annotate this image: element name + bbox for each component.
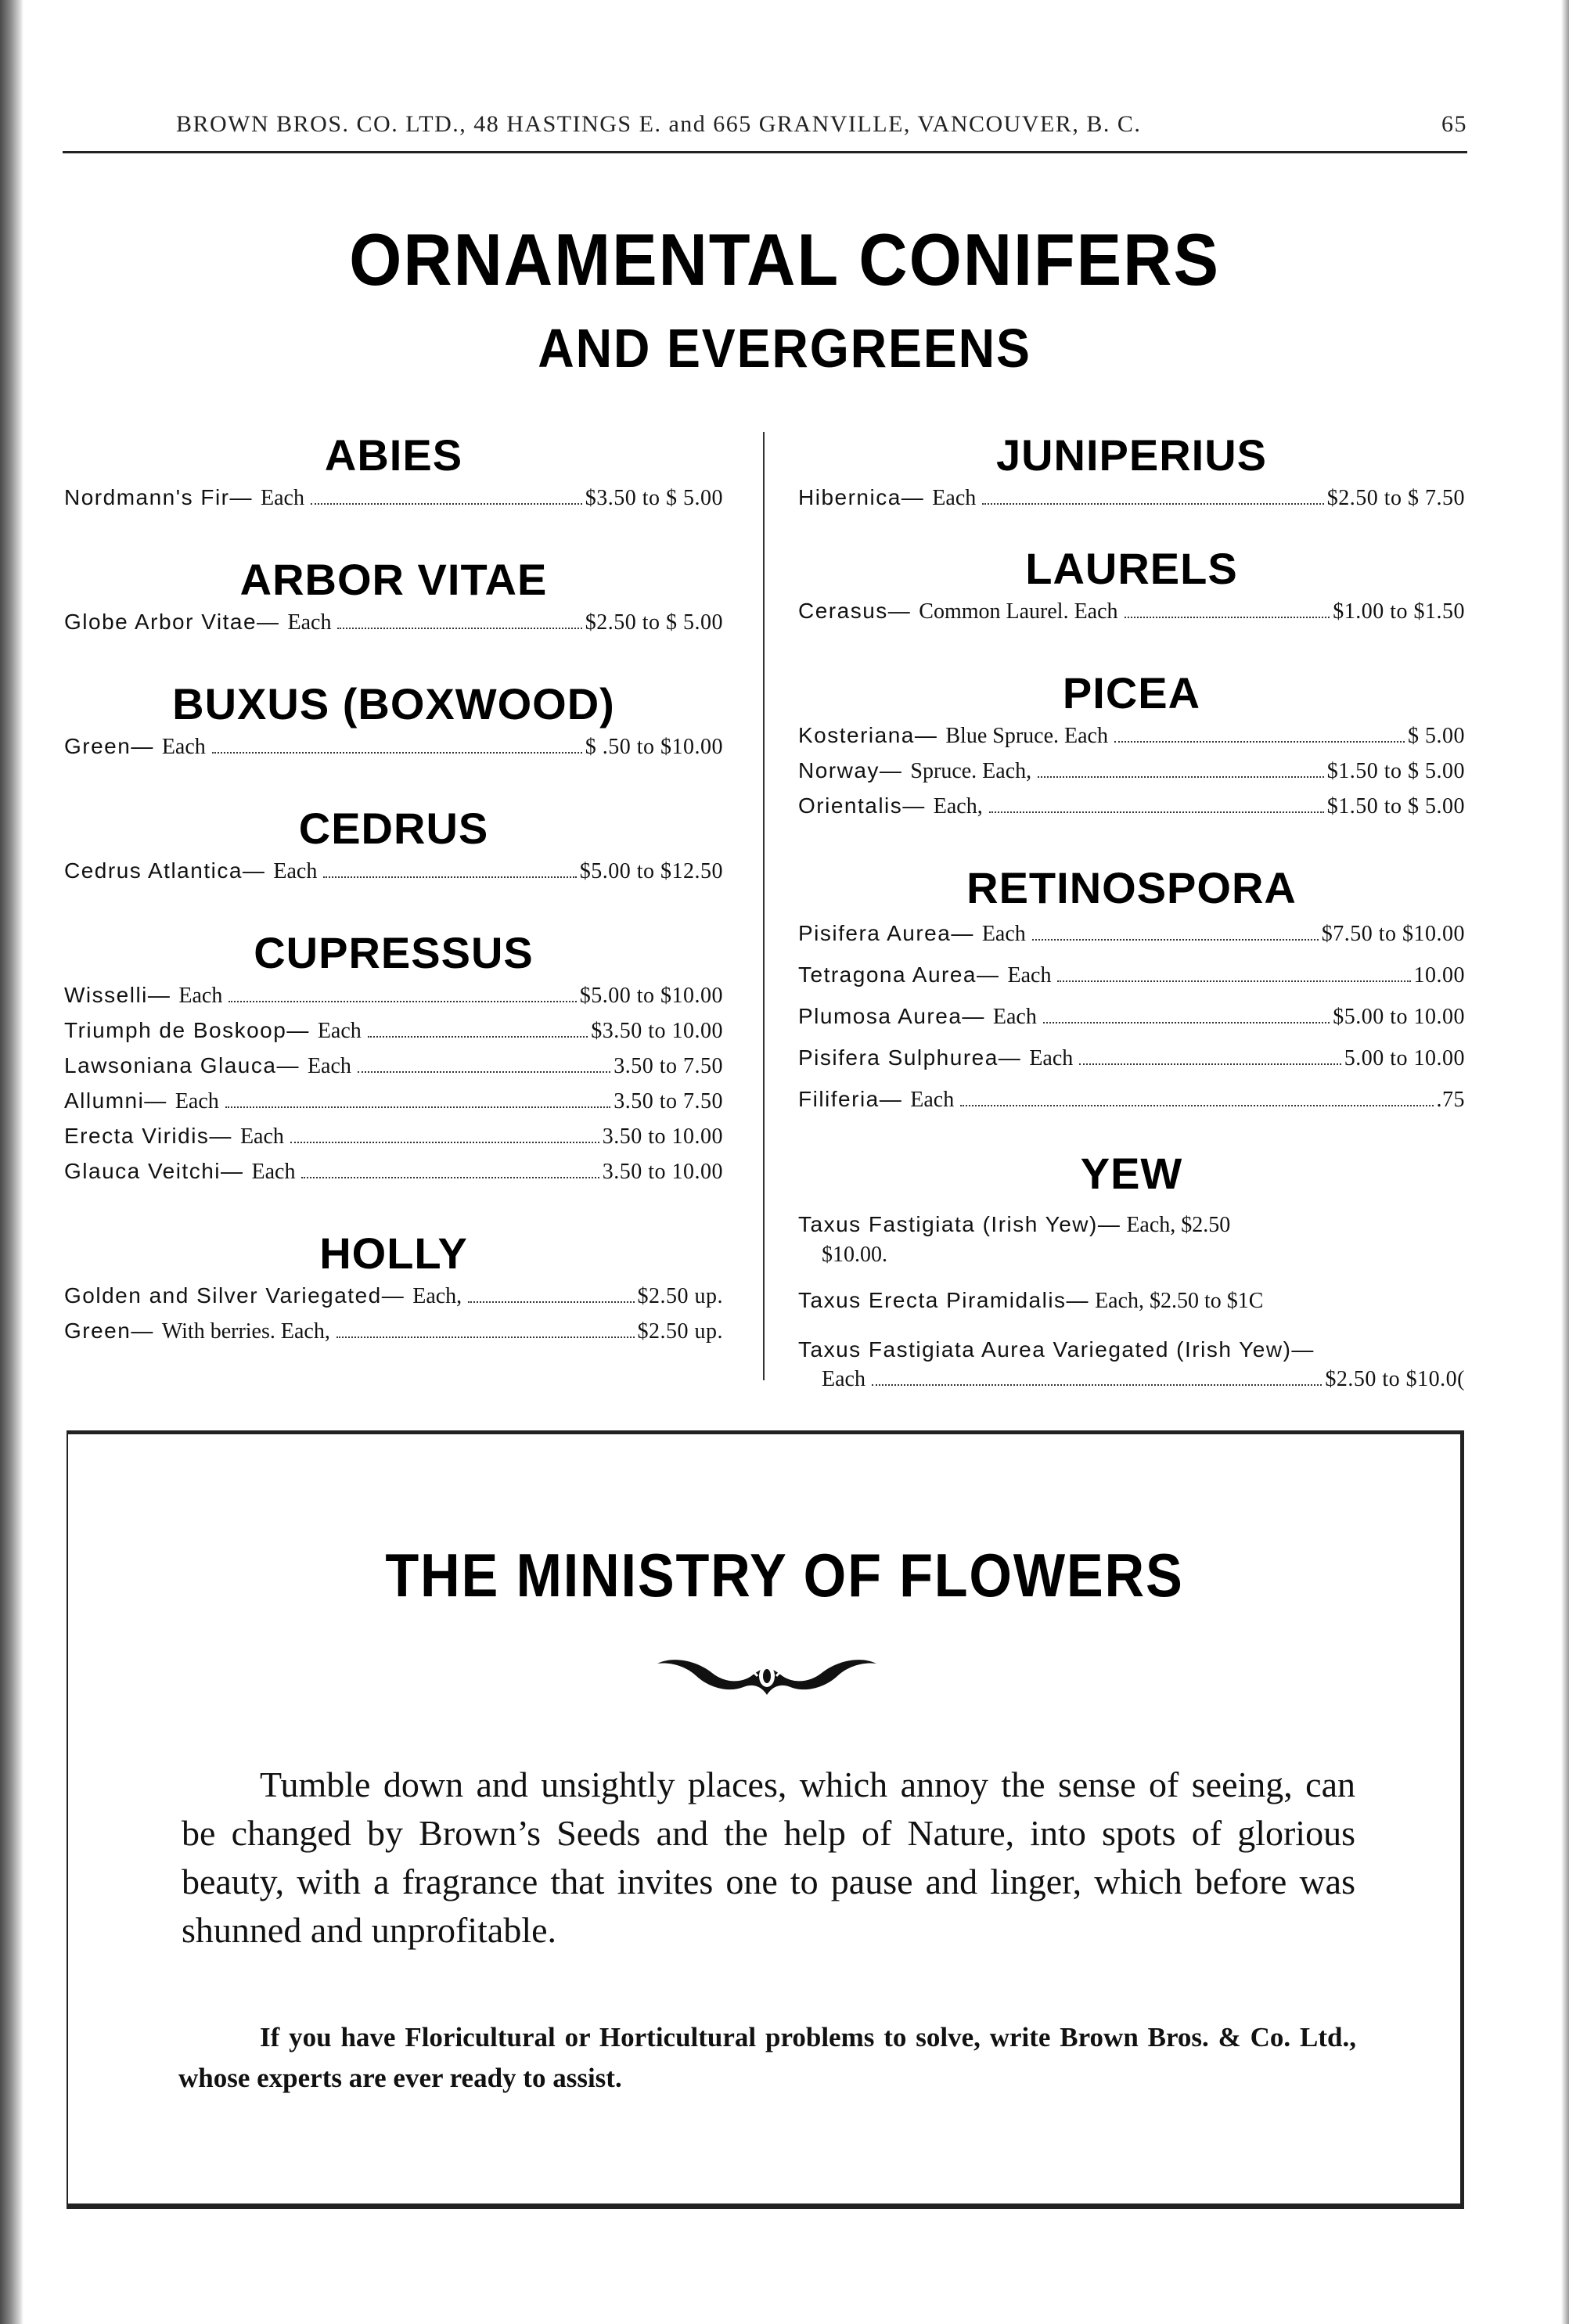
advert-title: THE MINISTRY OF FLOWERS bbox=[385, 1541, 1184, 1610]
item-name: Taxus Fastigiata (Irish Yew)— bbox=[798, 1212, 1121, 1236]
item-price: $2.50 to $10.0( bbox=[1325, 1367, 1465, 1391]
item-name: Wisselli— bbox=[64, 983, 171, 1007]
item-unit: Each bbox=[161, 735, 206, 759]
left-column bbox=[64, 430, 723, 1349]
item-name: Pisifera Sulphurea— bbox=[798, 1045, 1022, 1070]
item-name: Hibernica— bbox=[798, 485, 925, 509]
price-row bbox=[798, 718, 1465, 754]
dot-leader bbox=[337, 628, 581, 629]
price-line bbox=[798, 1365, 1465, 1394]
item-unit: Each bbox=[273, 859, 318, 883]
dot-leader bbox=[960, 1105, 1433, 1106]
price-row bbox=[798, 1038, 1465, 1079]
dot-leader bbox=[982, 503, 1323, 505]
item-price: 3.50 to 10.00 bbox=[602, 1124, 723, 1149]
item-unit: Each bbox=[239, 1124, 284, 1149]
item-unit: Each, $2.50 bbox=[1126, 1213, 1231, 1237]
advert-paragraph: Tumble down and unsightly places, which annoy the sense of seeing, can be changed by Brown’s Seeds and the help of Nature, into spots of glorious beauty, with a fragrance that invites one to pause and linger, which before was shunned and unprofitable. bbox=[182, 1765, 1355, 1950]
page-gutter-shadow bbox=[0, 0, 23, 2324]
column-divider bbox=[763, 432, 765, 1380]
item-name: Filiferia— bbox=[798, 1087, 903, 1111]
price-row bbox=[798, 789, 1465, 824]
dot-leader bbox=[358, 1071, 610, 1073]
item-unit: Each bbox=[932, 486, 977, 510]
dot-leader bbox=[468, 1301, 634, 1303]
item-name: Cerasus— bbox=[798, 599, 912, 623]
item-unit: With berries. Each, bbox=[161, 1319, 330, 1344]
price-row bbox=[798, 480, 1465, 516]
dot-leader bbox=[989, 811, 1324, 813]
dot-leader bbox=[1079, 1063, 1340, 1065]
dot-leader bbox=[1043, 1022, 1330, 1023]
item-unit: Each bbox=[307, 1054, 351, 1078]
item-price: $3.50 to $ 5.00 bbox=[585, 486, 723, 510]
flourish-ornament-icon bbox=[650, 1653, 884, 1696]
item-name: Globe Arbor Vitae— bbox=[64, 610, 280, 634]
item-name: Taxus Erecta Piramidalis— bbox=[798, 1288, 1090, 1312]
item-price: .75 bbox=[1436, 1088, 1465, 1112]
dot-leader bbox=[311, 503, 582, 505]
price-row bbox=[798, 913, 1465, 955]
item-name: Plumosa Aurea— bbox=[798, 1004, 985, 1028]
dot-leader bbox=[290, 1142, 599, 1143]
item-price: $ .50 to $10.00 bbox=[585, 735, 723, 759]
item-price: $2.50 to $ 5.00 bbox=[585, 610, 723, 635]
section-heading-picea: PICEA bbox=[1062, 668, 1201, 718]
dot-leader bbox=[336, 1336, 635, 1338]
section-heading-arbor-vitae: ARBOR VITAE bbox=[239, 555, 548, 604]
item-price: $5.00 to $12.50 bbox=[579, 859, 723, 883]
item-unit: Each bbox=[178, 984, 223, 1008]
item-name: Kosteriana— bbox=[798, 723, 938, 747]
page-subtitle: AND EVERGREENS bbox=[538, 318, 1031, 379]
item-price: $2.50 up. bbox=[637, 1284, 723, 1308]
item-unit: Each bbox=[910, 1088, 955, 1112]
dot-leader bbox=[301, 1177, 599, 1178]
item-price: $ 5.00 bbox=[1408, 724, 1465, 748]
price-row bbox=[798, 1079, 1465, 1121]
item-unit: Each bbox=[1007, 963, 1052, 988]
item-price: 3.50 to 7.50 bbox=[614, 1089, 723, 1113]
item-name: Taxus Fastigiata Aurea Variegated (Irish Yew)— bbox=[798, 1337, 1315, 1362]
item-name: Glauca Veitchi— bbox=[64, 1159, 244, 1183]
section-heading-retinospora: RETINOSPORA bbox=[966, 863, 1297, 912]
price-row bbox=[798, 754, 1465, 789]
header-rule bbox=[63, 151, 1467, 153]
dot-leader bbox=[225, 1106, 610, 1108]
item-unit: Each, bbox=[412, 1284, 462, 1308]
section-heading-cedrus: CEDRUS bbox=[298, 804, 489, 853]
price-row bbox=[64, 605, 723, 640]
item-price: 5.00 to 10.00 bbox=[1344, 1046, 1465, 1070]
page-title: ORNAMENTAL CONIFERS bbox=[349, 218, 1220, 300]
item-price: $1.50 to $ 5.00 bbox=[1326, 794, 1465, 818]
price-row bbox=[64, 1119, 723, 1154]
item-price: $1.00 to $1.50 bbox=[1333, 599, 1465, 624]
item-name: Green— bbox=[64, 1318, 154, 1343]
item-name: Allumni— bbox=[64, 1088, 167, 1113]
advert-note: If you have Floricultural or Horticultural problems to solve, write Brown Bros. & Co. Ltd., whose experts are ever ready to assist. bbox=[178, 2022, 1356, 2093]
item-price: $5.00 to $10.00 bbox=[579, 984, 723, 1008]
section-heading-juniperius: JUNIPERIUS bbox=[995, 430, 1268, 480]
item-name: Tetragona Aurea— bbox=[798, 962, 1000, 987]
item-price: $2.50 up. bbox=[637, 1319, 723, 1344]
dot-leader bbox=[1032, 939, 1319, 941]
item-name: Lawsoniana Glauca— bbox=[64, 1053, 300, 1077]
price-row bbox=[64, 729, 723, 764]
item-unit: Each bbox=[261, 486, 304, 510]
price-row bbox=[64, 1049, 723, 1084]
item-unit: Each bbox=[822, 1367, 865, 1391]
item-price: $2.50 to $ 7.50 bbox=[1326, 486, 1465, 510]
item-name: Orientalis— bbox=[798, 793, 926, 818]
item-price-continuation: $10.00. bbox=[822, 1243, 887, 1267]
dot-leader bbox=[872, 1384, 1322, 1386]
item-unit: Each bbox=[317, 1019, 362, 1043]
dot-leader bbox=[1114, 741, 1405, 743]
price-row bbox=[798, 1286, 1465, 1316]
item-name: Pisifera Aurea— bbox=[798, 921, 974, 945]
price-row bbox=[64, 1314, 723, 1349]
item-price: $7.50 to $10.00 bbox=[1321, 922, 1465, 946]
dot-leader bbox=[229, 1001, 576, 1002]
item-price: $5.00 to 10.00 bbox=[1333, 1005, 1465, 1029]
section-heading-buxus: BUXUS (BOXWOOD) bbox=[172, 679, 615, 728]
price-row bbox=[64, 1279, 723, 1314]
item-unit: Each bbox=[992, 1005, 1037, 1029]
price-row bbox=[64, 854, 723, 889]
price-row bbox=[798, 1335, 1465, 1394]
running-head bbox=[176, 111, 1467, 138]
item-unit: Blue Spruce. Each bbox=[945, 724, 1108, 748]
item-name: Triumph de Boskoop— bbox=[64, 1018, 310, 1042]
price-row bbox=[798, 955, 1465, 996]
section-heading-holly: HOLLY bbox=[319, 1229, 468, 1278]
item-unit: Spruce. Each, bbox=[910, 759, 1032, 783]
dot-leader bbox=[1125, 617, 1330, 618]
item-price: 3.50 to 7.50 bbox=[614, 1054, 723, 1078]
price-row bbox=[64, 1013, 723, 1049]
page-number: 65 bbox=[1441, 111, 1467, 137]
section-heading-yew: YEW bbox=[1080, 1149, 1183, 1198]
price-row bbox=[798, 1210, 1465, 1270]
dot-leader bbox=[1057, 980, 1410, 982]
item-price: $1.50 to $ 5.00 bbox=[1326, 759, 1465, 783]
item-name: Norway— bbox=[798, 758, 903, 782]
price-row bbox=[798, 594, 1465, 629]
dot-leader bbox=[212, 752, 582, 754]
dot-leader bbox=[1038, 776, 1324, 778]
item-name: Green— bbox=[64, 734, 154, 758]
price-row bbox=[64, 480, 723, 516]
right-column bbox=[798, 430, 1465, 1394]
price-row bbox=[64, 1154, 723, 1189]
item-unit: Each bbox=[251, 1160, 296, 1184]
item-price: 10.00 bbox=[1413, 963, 1465, 988]
item-name: Nordmann's Fir— bbox=[64, 485, 254, 509]
item-unit: Each, bbox=[933, 794, 983, 818]
item-unit: Each bbox=[981, 922, 1026, 946]
price-row bbox=[64, 978, 723, 1013]
section-heading-cupressus: CUPRESSUS bbox=[254, 928, 534, 977]
item-unit: Each bbox=[1029, 1046, 1074, 1070]
section-heading-abies: ABIES bbox=[324, 430, 463, 480]
page-edge-shadow bbox=[1561, 0, 1569, 2324]
item-price: $3.50 to 10.00 bbox=[591, 1019, 723, 1043]
item-price: 3.50 to 10.00 bbox=[602, 1160, 723, 1184]
price-row bbox=[798, 996, 1465, 1038]
item-unit: Common Laurel. Each bbox=[919, 599, 1118, 624]
item-name: Cedrus Atlantica— bbox=[64, 858, 266, 883]
item-name: Erecta Viridis— bbox=[64, 1124, 232, 1148]
item-unit: Each, $2.50 to $1C bbox=[1095, 1289, 1264, 1313]
running-head-text: BROWN BROS. CO. LTD., 48 HASTINGS E. and 665 GRANVILLE, VANCOUVER, B. C. bbox=[176, 111, 1142, 137]
section-heading-laurels: LAURELS bbox=[1025, 544, 1238, 593]
dot-leader bbox=[368, 1036, 588, 1038]
item-name: Golden and Silver Variegated— bbox=[64, 1283, 405, 1308]
item-unit: Each bbox=[175, 1089, 219, 1113]
price-row bbox=[64, 1084, 723, 1119]
dot-leader bbox=[323, 876, 576, 878]
item-unit: Each bbox=[287, 610, 332, 635]
